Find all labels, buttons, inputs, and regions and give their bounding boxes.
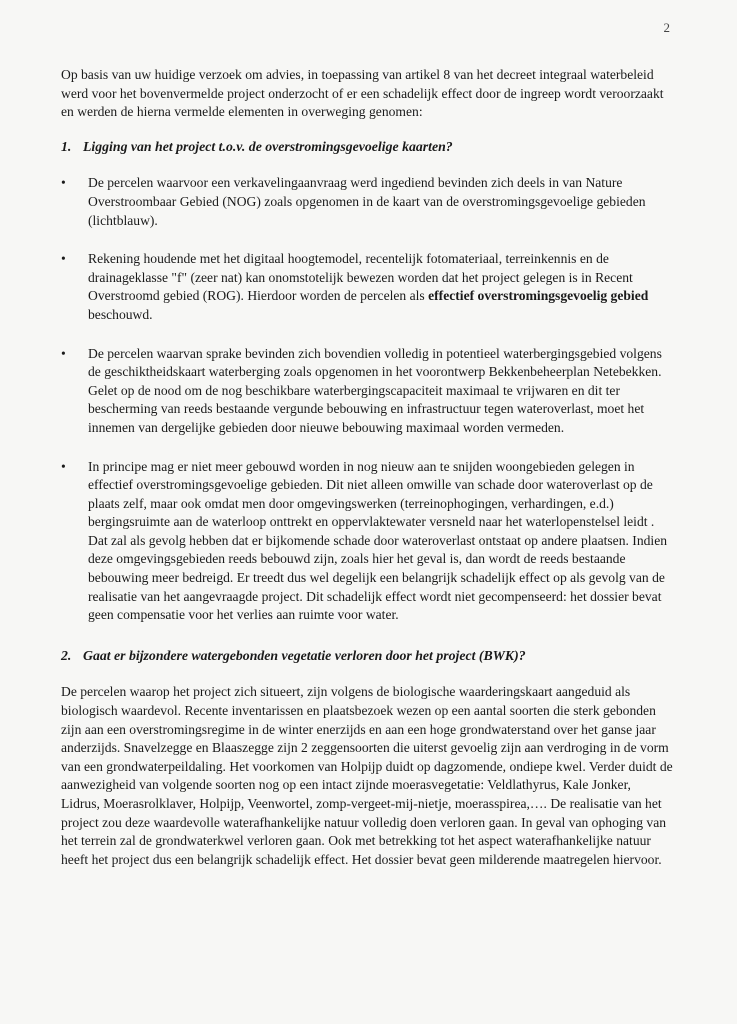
bullet-bold-text: effectief overstromingsgevoelig gebied	[428, 288, 649, 304]
section-2-number: 2.	[61, 647, 72, 663]
bullet-item	[61, 345, 673, 438]
document-body	[61, 66, 673, 869]
bullet-text: De percelen waarvan sprake bevinden zich bovendien volledig in potentieel waterbergingsgebied volgens de geschiktheidskaart waterberging zoals opgenomen in het voorontwerp Bekkenbeheerplan Netebekken. Gelet op de nood om de nog beschikbare waterbergingscapaciteit maximaal te vrijwaren en dit ter bescherming van reeds bestaande vergunde bebouwing en infrastructuur tegen wateroverlast, moet het innemen van dergelijke gebieden door nieuwe bebouwing maximaal worden vermeden.	[88, 345, 662, 435]
bullet-item	[61, 250, 673, 324]
bullet-item	[61, 174, 673, 230]
intro-paragraph: Op basis van uw huidige verzoek om advies, in toepassing van artikel 8 van het decreet integraal waterbeleid werd voor het bovenvermelde project onderzocht of er een schadelijk effect door de ingreep wordt veroorzaakt en werden de hierna vermelde elementen in overweging genomen:	[61, 67, 664, 120]
section-1-heading	[61, 138, 673, 157]
bullet-text-end: beschouwd.	[88, 306, 153, 322]
section-1-number: 1.	[61, 138, 72, 154]
bullet-text: De percelen waarvoor een verkavelingaanvraag werd ingediend bevinden zich deels in van Nature Overstroombaar Gebied (NOG) zoals opgenomen in de kaart van de overstromingsgevoelige gebieden (lichtblauw).	[88, 175, 646, 228]
bullet-text: Rekening houdende met het digitaal hoogtemodel, recentelijk fotomateriaal, terreinkennis en de drainageklasse "f" (zeer nat) kan onomstotelijk bewezen worden dat het project gelegen is in Recent Overstroomd gebied (ROG). Hierdoor worden de percelen als	[88, 251, 633, 304]
bullet-text: In principe mag er niet meer gebouwd worden in nog nieuw aan te snijden woongebieden gelegen in effectief overstromingsgevoelige gebieden. Dit niet alleen omwille van schade door wateroverlast op de plaats zelf, maar ook omdat men door omgevingswerken (terreinophogingen, verhardingen, e.d.) bergingsruimte aan de waterloop onttrekt en oppervlaktewater versneld naar het waterlopenstelsel leidt . Dat zal als gevolg hebben dat er bijkomende schade door wateroverlast ontstaat op andere plaatsen. Indien deze omgevingsgebieden reeds bebouwd zijn, zoals hier het geval is, dan wordt de reeds bestaande bebouwing meer bedreigd. Er treedt dus wel degelijk een belangrijk schadelijk effect op als gevolg van de realisatie van het aangevraagde project. Dit schadelijk effect wordt niet gecompenseerd: het dossier bevat geen compensatie voor het verlies aan ruimte voor water.	[88, 458, 668, 623]
page-number: 2	[663, 20, 670, 35]
section-1-bullet-list	[61, 174, 673, 624]
section-1-title: Ligging van het project t.o.v. de overstromingsgevoelige kaarten?	[83, 138, 453, 154]
bullet-item	[61, 458, 673, 625]
section-2-heading	[61, 647, 673, 666]
section-2-title: Gaat er bijzondere watergebonden vegetatie verloren door het project (BWK)?	[83, 647, 526, 663]
section-2-paragraph: De percelen waarop het project zich situeert, zijn volgens de biologische waarderingskaart aangeduid als biologisch waardevol. Recente inventarissen en plaatsbezoek wezen op een aantal soorten die sterk gebonden zijn aan een overstromingsregime in de winter enerzijds en aan een hoge grondwaterstand over het ganse jaar anderzijds. Snavelzegge en Blaaszegge zijn 2 zeggensoorten die uiterst gevoelig zijn aan verdroging in de vorm van een grondwaterpeildaling. Het voorkomen van Holpijp duidt op dagzomende, ondiepe kwel. Verder duidt de aanwezigheid van volgende soorten nog op een intact zijnde moerasvegetatie: Veldlathyrus, Kale Jonker, Lidrus, Moerasrolklaver, Holpijp, Veenwortel, zomp-vergeet-mij-nietje, moerasspirea,…. De realisatie van het project zou deze waardevolle waterafhankelijke natuur volledig doen verloren gaan. In geval van ophoging van het terrein zal de grondwaterkwel verloren gaan. Ook met betrekking tot het aspect waterafhankelijke natuur heeft het project dus een belangrijk schadelijk effect. Het dossier bevat geen milderende maatregelen hiervoor.	[61, 684, 673, 867]
